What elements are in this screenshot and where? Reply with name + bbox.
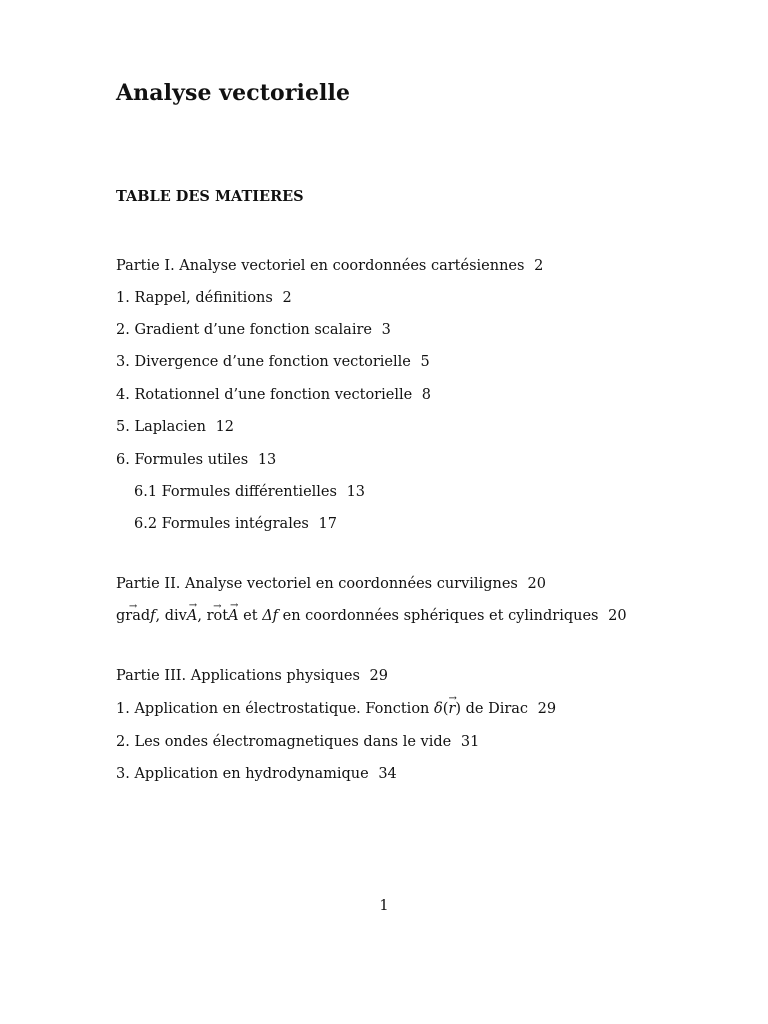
toc-item-page: 2 bbox=[282, 290, 292, 306]
toc-part-2-page: 20 bbox=[527, 576, 546, 592]
grad-operator: → grad bbox=[116, 607, 150, 625]
toc-part-2-formula-line: → gradf, div→ A, → rot→ A et Δf en coordonnées sphériques et cylindriques 20 bbox=[116, 607, 627, 625]
toc-item-title: 1. Application en électrostatique. Fonction bbox=[116, 701, 430, 717]
rot-operator: → rot bbox=[207, 607, 229, 625]
toc-part-3 bbox=[116, 667, 388, 685]
toc-item bbox=[116, 418, 234, 436]
laplacian-f: Δf bbox=[262, 608, 279, 624]
toc-item bbox=[116, 353, 430, 371]
toc-subitem bbox=[134, 483, 365, 501]
toc-item-title: 2. Gradient d’une fonction scalaire bbox=[116, 322, 372, 338]
toc-item-title-end: de Dirac bbox=[465, 701, 529, 717]
toc-item bbox=[116, 321, 391, 339]
div-operator: div bbox=[164, 608, 187, 624]
toc-item: 1. Application en électrostatique. Fonction δ(→ r) de Dirac 29 bbox=[116, 700, 556, 718]
toc-item-title: 3. Divergence d’une fonction vectorielle bbox=[116, 354, 411, 370]
toc-part-1-page: 2 bbox=[534, 258, 544, 274]
toc-item-title: 4. Rotationnel d’une fonction vectorielle bbox=[116, 387, 413, 403]
toc-part-3-title: Partie III. Applications physiques bbox=[116, 668, 360, 684]
toc-item bbox=[116, 733, 479, 751]
toc-item bbox=[116, 289, 292, 307]
toc-item-title: 6. Formules utiles bbox=[116, 452, 249, 468]
toc-subitem bbox=[134, 515, 337, 533]
toc-subitem-title: 6.2 Formules intégrales bbox=[134, 516, 309, 532]
toc-part-1 bbox=[116, 257, 543, 275]
formula-line-text: en coordonnées sphériques et cylindriques bbox=[282, 608, 599, 624]
dirac-delta: δ bbox=[434, 701, 443, 717]
document-title: Analyse vectorielle bbox=[116, 80, 351, 106]
toc-item-page: 31 bbox=[460, 734, 480, 750]
toc-item-title: 5. Laplacien bbox=[116, 419, 206, 435]
toc-item-page: 5 bbox=[420, 354, 430, 370]
toc-item-title: 2. Les ondes électromagnetiques dans le vide bbox=[116, 734, 452, 750]
toc-item-page: 34 bbox=[378, 766, 397, 782]
toc-item-page: 29 bbox=[537, 701, 557, 717]
toc-part-1-title: Partie I. Analyse vectoriel en coordonnées cartésiennes bbox=[116, 258, 525, 274]
toc-part-2-title: Partie II. Analyse vectoriel en coordonnées curvilignes bbox=[116, 576, 518, 592]
toc-item bbox=[116, 451, 276, 469]
formula-line-page: 20 bbox=[608, 608, 627, 624]
toc-subitem-page: 13 bbox=[346, 484, 366, 500]
toc-part-3-page: 29 bbox=[369, 668, 388, 684]
toc-item-title: 3. Application en hydrodynamique bbox=[116, 766, 369, 782]
toc-part-2 bbox=[116, 575, 546, 593]
toc-item-page: 8 bbox=[421, 387, 432, 403]
toc-item-page: 12 bbox=[215, 419, 235, 435]
page-number: 1 bbox=[379, 898, 389, 914]
toc-item-page: 3 bbox=[381, 322, 391, 338]
vector-a: → A bbox=[187, 607, 197, 625]
toc-subitem-title: 6.1 Formules différentielles bbox=[134, 484, 337, 500]
vector-a: → A bbox=[228, 607, 238, 625]
toc-subitem-page: 17 bbox=[318, 516, 337, 532]
vector-r: → r bbox=[448, 700, 455, 718]
toc-heading: TABLE DES MATIERES bbox=[116, 188, 304, 205]
toc-item bbox=[116, 386, 431, 404]
toc-item bbox=[116, 765, 397, 783]
math-f: f bbox=[150, 608, 156, 624]
conjunction-et: et bbox=[243, 608, 258, 624]
toc-item-title: 1. Rappel, définitions bbox=[116, 290, 273, 306]
toc-item-page: 13 bbox=[257, 452, 277, 468]
